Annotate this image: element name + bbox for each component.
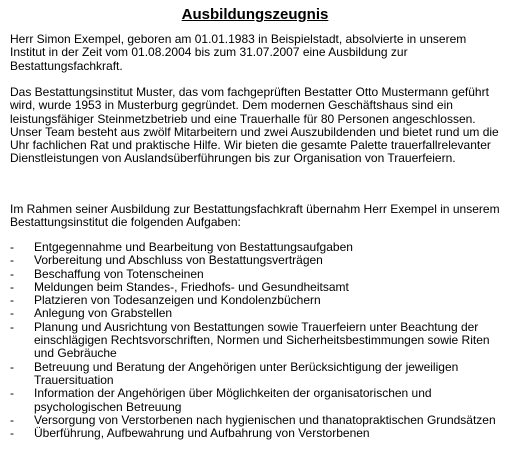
task-text-line: Planung und Ausrichtung von Bestattungen sowie Trauerfeiern unter Beachtung der [34, 319, 479, 334]
task-list [10, 241, 505, 440]
dash-bullet: - [10, 426, 14, 441]
task-text-line: Überführung, Aufbewahrung und Aufbahrung von Verstorbenen [34, 426, 370, 441]
task-text-line: und Gebräuche [34, 346, 117, 361]
dash-bullet: - [10, 279, 14, 294]
paragraph-line: Uhr fachlichen Rat und praktische Hilfe. Wir bieten die gesamte Palette trauerfallrelevanter [10, 138, 491, 153]
task-list-item [10, 281, 505, 294]
task-list-item [10, 294, 505, 307]
paragraph-line: Bestattungsinstitut die folgenden Aufgaben: [10, 215, 241, 230]
task-text-line: Vorbereitung und Abschluss von Bestattungsverträgen [34, 253, 323, 268]
paragraph-line: Bestattungsfachkraft. [10, 58, 123, 73]
task-list-item [10, 321, 505, 361]
paragraph-line: Herr Simon Exempel, geboren am 01.01.1983 in Beispielstadt, absolvierte in unserem [10, 32, 467, 46]
dash-bullet: - [10, 359, 14, 374]
task-list-item [10, 241, 505, 254]
task-text-line: Information der Angehörigen über Möglichkeiten der organisatorischen und [34, 386, 432, 401]
task-list-item [10, 427, 505, 440]
dash-bullet: - [10, 253, 14, 268]
dash-bullet: - [10, 386, 14, 401]
paragraph-line: Das Bestattungsinstitut Muster, das vom fachgeprüften Bestatter Otto Mustermann geführt [10, 85, 489, 99]
task-list-item [10, 307, 505, 320]
dash-bullet: - [10, 412, 14, 427]
dash-bullet: - [10, 240, 14, 254]
task-list-item [10, 414, 505, 427]
intro-paragraph [10, 33, 502, 73]
task-list-item [10, 254, 505, 267]
document-title: Ausbildungszeugnis [181, 6, 329, 23]
paragraph-line: Dienstleistungen von Auslandsüberführungen bis zur Organisation von Trauerfeiern. [10, 151, 456, 166]
dash-bullet: - [10, 266, 14, 281]
dash-bullet: - [10, 293, 14, 308]
task-text-line: Entgegennahme und Bearbeitung von Bestattungsaufgaben [34, 240, 353, 254]
task-text-line: Beschaffung von Totenscheinen [34, 266, 204, 281]
paragraph-line: Im Rahmen seiner Ausbildung zur Bestattungsfachkraft übernahm Herr Exempel in unserem [10, 202, 500, 216]
task-text-line: Versorgung von Verstorbenen nach hygienischen und thanatopraktischen Grundsätzen [34, 412, 496, 427]
task-text-line: einschlägigen Rechtsvorschriften, Normen und Sicherheitsbestimmungen sowie Riten [34, 333, 490, 348]
company-paragraph [10, 86, 502, 166]
paragraph-line: Unser Team besteht aus zwölf Mitarbeitern und zwei Auszubildenden und bietet rund um die [10, 124, 499, 139]
paragraph-line: Institut in der Zeit vom 01.08.2004 bis zum 31.07.2007 eine Ausbildung zur [10, 45, 408, 60]
dash-bullet: - [10, 306, 14, 321]
dash-bullet: - [10, 319, 14, 334]
paragraph-line: wird, wurde 1953 in Musterburg gegründet. Dem modernen Geschäftshaus sind ein [10, 98, 453, 113]
task-text-line: Trauersituation [34, 372, 114, 387]
task-text-line: Meldungen beim Standes-, Friedhofs- und Gesundheitsamt [34, 279, 349, 294]
tasks-intro-paragraph [10, 203, 502, 230]
paragraph-line: leistungsfähiger Steinmetzbetrieb und eine Trauerhalle für 80 Personen angeschlossen. [10, 111, 476, 126]
task-list-item [10, 361, 505, 388]
task-text-line: Anlegung von Grabstellen [34, 306, 173, 321]
task-text-line: psychologischen Betreuung [34, 399, 182, 414]
task-list-item [10, 387, 505, 414]
task-text-line: Betreuung und Beratung der Angehörigen unter Berücksichtigung der jeweiligen [34, 359, 459, 374]
task-list-item [10, 268, 505, 281]
task-text-line: Platzieren von Todesanzeigen und Kondolenzbüchern [34, 293, 321, 308]
